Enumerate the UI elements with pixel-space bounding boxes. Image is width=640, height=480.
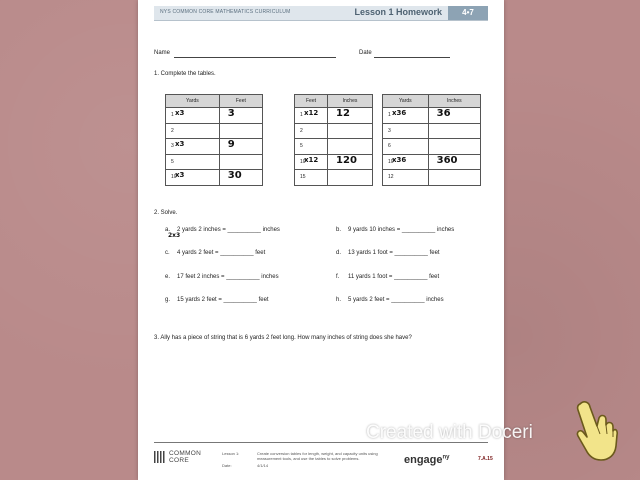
handwritten-multiplier: x36 xyxy=(392,155,407,164)
conversion-table-feet-inches xyxy=(294,94,373,186)
table-answer-cell[interactable] xyxy=(328,108,373,124)
common-core-logo-icon xyxy=(154,450,212,468)
logo-line-2: CORE xyxy=(169,457,189,464)
table-answer-cell[interactable] xyxy=(428,123,480,139)
q2-item-text: 15 yards 2 feet = __________ feet xyxy=(177,297,269,303)
table-row xyxy=(383,154,481,170)
handwritten-answer: 36 xyxy=(436,108,451,119)
handwritten-multiplier: x36 xyxy=(392,109,407,117)
name-line xyxy=(174,57,336,58)
name-label: Name xyxy=(154,50,171,56)
date-line xyxy=(374,57,450,58)
table-value-cell xyxy=(383,139,429,155)
handwritten-answer: 360 xyxy=(436,154,458,166)
handwritten-multiplier: x3 xyxy=(175,171,185,179)
handwritten-answer: 120 xyxy=(336,154,357,166)
table-row xyxy=(295,154,373,170)
date-label: Date xyxy=(359,50,372,56)
q2-prompt: 2. Solve. xyxy=(154,210,178,216)
table-row xyxy=(383,123,481,139)
table-value-cell xyxy=(295,108,328,124)
q2-item-text: 9 yards 10 inches = __________ inches xyxy=(348,227,455,233)
q2-item-text: 17 feet 2 inches = __________ inches xyxy=(177,274,279,280)
row-value: 2 xyxy=(300,127,303,134)
q2-item-letter: h. xyxy=(336,297,342,303)
table-row xyxy=(166,139,263,155)
table-header-cell: Feet xyxy=(295,95,328,108)
q2-item-letter: a. xyxy=(165,227,171,233)
table-row xyxy=(383,139,481,155)
table-answer-cell[interactable] xyxy=(328,170,373,186)
table-row xyxy=(295,123,373,139)
row-value: 3 xyxy=(388,127,391,134)
row-value: 10 xyxy=(171,174,177,181)
table-row xyxy=(166,108,263,124)
table-answer-cell[interactable] xyxy=(328,154,373,170)
handwritten-scratch: 2x3 xyxy=(168,232,181,239)
footer-date-label: Date: xyxy=(222,463,232,468)
row-value: 6 xyxy=(388,143,391,150)
q2-item-text: 5 yards 2 feet = __________ inches xyxy=(348,297,444,303)
table-answer-cell[interactable] xyxy=(219,139,262,155)
row-value: 10 xyxy=(300,158,306,165)
table-header-cell: Inches xyxy=(328,95,373,108)
table-value-cell xyxy=(295,139,328,155)
page-code: 7.A.15 xyxy=(478,456,493,462)
row-value: 10 xyxy=(388,158,394,165)
table-value-cell xyxy=(166,170,220,186)
handwritten-answer: 9 xyxy=(227,139,235,150)
logo-line-1: COMMON xyxy=(169,450,202,457)
engage-ny-logo xyxy=(404,454,450,466)
table-value-cell xyxy=(383,154,429,170)
brand-text: engage xyxy=(404,454,443,466)
row-value: 5 xyxy=(171,158,174,165)
table-answer-cell[interactable] xyxy=(219,108,262,124)
q2-item-text: 11 yards 1 foot = __________ feet xyxy=(348,274,440,280)
row-value: 2 xyxy=(171,127,174,134)
q2-item-letter: g. xyxy=(165,297,171,303)
table-answer-cell[interactable] xyxy=(328,123,373,139)
table-row xyxy=(383,170,481,186)
conversion-table-yards-feet xyxy=(165,94,263,186)
table-answer-cell[interactable] xyxy=(219,170,262,186)
worksheet-page xyxy=(138,0,504,480)
lesson-title: Lesson 1 Homework xyxy=(354,7,442,17)
handwritten-multiplier: x12 xyxy=(304,155,319,164)
table-answer-cell[interactable] xyxy=(428,154,480,170)
q2-item-letter: b. xyxy=(336,227,342,233)
table-value-cell xyxy=(166,154,220,170)
table-row xyxy=(166,154,263,170)
q1-prompt: 1. Complete the tables. xyxy=(154,71,216,77)
table-answer-cell[interactable] xyxy=(219,123,262,139)
table-row xyxy=(383,108,481,124)
table-header-cell: Feet xyxy=(219,95,262,108)
table-value-cell xyxy=(166,139,220,155)
table-header-cell: Yards xyxy=(383,95,429,108)
q2-item-text: 2 yards 2 inches = __________ inches xyxy=(177,227,280,233)
doceri-watermark: Created with Doceri xyxy=(366,422,533,443)
q2-item-letter: d. xyxy=(336,250,342,256)
table-value-cell xyxy=(295,123,328,139)
grade-badge: 4•7 xyxy=(448,6,488,20)
q2-item-text: 13 yards 1 foot = __________ feet xyxy=(348,250,440,256)
row-value: 1 xyxy=(388,112,391,119)
logo-bars-icon xyxy=(154,451,166,463)
row-value: 12 xyxy=(388,174,394,181)
table-header-cell: Inches xyxy=(428,95,480,108)
footer-lesson-desc-2: measurement tools, and use the tables to solve problems. xyxy=(257,456,360,461)
table-header-cell: Yards xyxy=(166,95,220,108)
q2-item-text: 4 yards 2 feet = __________ feet xyxy=(177,250,266,256)
table-answer-cell[interactable] xyxy=(328,139,373,155)
table-row xyxy=(166,170,263,186)
curriculum-title: NYS COMMON CORE MATHEMATICS CURRICULUM xyxy=(160,9,291,15)
table-value-cell xyxy=(383,123,429,139)
table-answer-cell[interactable] xyxy=(428,170,480,186)
table-row xyxy=(295,108,373,124)
row-value: 15 xyxy=(300,174,306,181)
row-value: 1 xyxy=(300,112,303,119)
q2-item-letter: f. xyxy=(336,274,340,280)
table-value-cell xyxy=(383,170,429,186)
row-value: 3 xyxy=(171,143,174,150)
q2-item-letter: c. xyxy=(165,250,170,256)
table-answer-cell[interactable] xyxy=(219,154,262,170)
table-value-cell xyxy=(383,108,429,124)
header-bar xyxy=(154,6,488,21)
footer-lesson-label: Lesson 1: xyxy=(222,451,240,456)
pointing-hand-icon xyxy=(572,398,618,462)
footer-lesson-desc-1: Create conversion tables for length, weight, and capacity units using xyxy=(257,451,378,456)
q3-text: 3. Ally has a piece of string that is 6 yards 2 feet long. How many inches of string does she have? xyxy=(154,335,412,341)
row-value: 5 xyxy=(300,143,303,150)
table-row xyxy=(166,123,263,139)
row-value: 1 xyxy=(171,112,174,119)
footer-date-value: 4/1/14 xyxy=(257,463,269,468)
table-value-cell xyxy=(166,108,220,124)
handwritten-multiplier: x3 xyxy=(175,109,185,117)
handwritten-answer: 3 xyxy=(227,108,235,119)
table-row xyxy=(295,139,373,155)
conversion-table-yards-inches xyxy=(382,94,481,186)
table-row xyxy=(295,170,373,186)
handwritten-multiplier: x3 xyxy=(175,140,185,148)
table-answer-cell[interactable] xyxy=(428,139,480,155)
handwritten-multiplier: x12 xyxy=(304,109,319,117)
table-value-cell xyxy=(295,170,328,186)
q2-item-letter: e. xyxy=(165,274,171,280)
handwritten-answer: 30 xyxy=(227,170,242,181)
brand-sup: ny xyxy=(442,454,450,461)
table-value-cell xyxy=(295,154,328,170)
table-answer-cell[interactable] xyxy=(428,108,480,124)
handwritten-answer: 12 xyxy=(336,108,350,119)
table-value-cell xyxy=(166,123,220,139)
